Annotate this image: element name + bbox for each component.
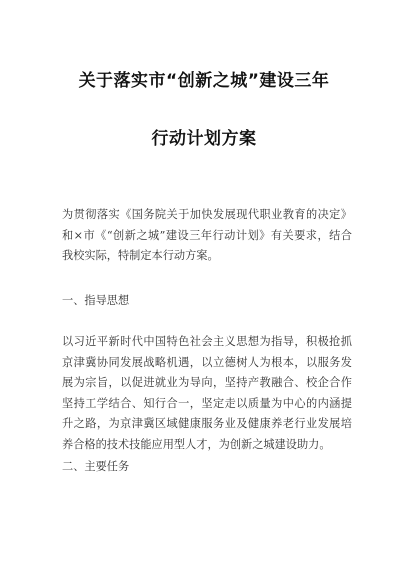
paragraph-line: 以习近平新时代中国特色社会主义思想为指导，积极抢抓: [62, 335, 352, 348]
intro-paragraph: [62, 205, 352, 267]
document-title-line-1: 关于落实市“创新之城”建设三年: [78, 71, 330, 91]
paragraph-line: 京津冀协同发展战略机遇，以立德树人为根本，以服务发: [62, 355, 352, 369]
intro-line: 和×市《“创新之城”建设三年行动计划》有关要求，结合: [62, 228, 352, 242]
document-title-line-2: 行动计划方案: [151, 129, 257, 149]
paragraph-line: 养合格的技术技能应用型人才，为创新之城建设助力。: [62, 437, 331, 451]
intro-line: 为贯彻落实《国务院关于加快发展现代职业教育的决定》: [62, 208, 352, 221]
paragraph-line: 升之路，为京津冀区域健康服务业及健康养老行业发展培: [62, 417, 352, 430]
paragraph-line: 坚持工学结合、知行合一，坚定走以质量为中心的内涵提: [62, 396, 352, 410]
guiding-ideology-paragraph: [62, 332, 352, 455]
section-heading-guiding-ideology: 一、指导思想: [62, 294, 130, 307]
section-heading-main-tasks: 二、主要任务: [62, 460, 130, 473]
intro-line: 我校实际，特制定本行动方案。: [62, 249, 219, 262]
paragraph-line: 展为宗旨，以促进就业为导向，坚持产教融合、校企合作: [62, 376, 352, 389]
